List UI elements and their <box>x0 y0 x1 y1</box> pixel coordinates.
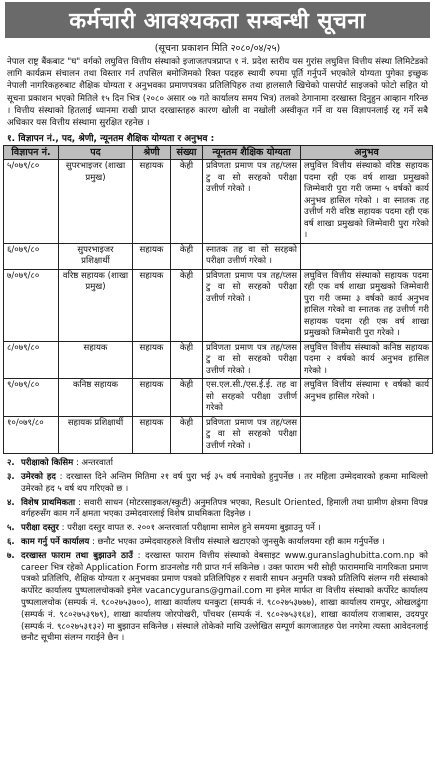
column-header-level: श्रेणी <box>133 146 171 160</box>
table-row <box>4 243 433 269</box>
column-header-count: संख्या <box>171 146 203 160</box>
adv-no-cell: १०/०७९/८० <box>4 416 59 454</box>
adv-no-cell: ८/०७९/८० <box>4 341 59 379</box>
vacancy-table <box>3 145 433 454</box>
experience-cell: लघुवित्त वित्तीय संस्थामा १ वर्षको कार्य अनुभव हासिल गरेको । <box>301 379 433 417</box>
section-title: १. विज्ञापन नं., पद, श्रेणी, न्यूनतम शैक्षिक योग्यता र अनुभव : <box>7 134 215 145</box>
rule-application-submission <box>7 551 428 645</box>
post-cell: वरिष्ठ सहायक (शाखा प्रमुख) <box>59 269 133 341</box>
qualification-cell: प्रविणता प्रमाण पत्र तह/प्लस टु वा सो सरहको परीक्षा उत्तीर्ण गरेको । <box>203 269 301 341</box>
adv-no-cell: ७/०७९/८० <box>4 269 59 341</box>
rule-label: परीक्षाको किसिम <box>21 458 74 469</box>
table-row <box>4 416 433 454</box>
rule-number: ३. <box>7 472 15 483</box>
notice-rules <box>7 458 428 645</box>
level-cell: सहायक <box>133 243 171 269</box>
qualification-cell: एस.एल.सी./एस.ई.ई. तह वा सो सरहको परीक्षा उत्तीर्ण गरेको <box>203 379 301 417</box>
experience-cell: लघुवित्त वित्तीय संस्थाको कनिष्ठ सहायक पदमा २ वर्षको कार्य अनुभव हासिल गरेको । <box>301 341 433 379</box>
notice-publish-date: (सूचना प्रकाशन मिति २०८०/०४/२५) <box>154 43 281 54</box>
experience-cell: लघुवित्त वित्तीय संस्थाको सहायक पदमा रही एक वर्ष शाखा प्रमुखको जिम्मेवारी पुरा गरी जम्मा ३ वर्षको कार्य अनुभव हासिल गरेको वा स्नातक तह उत्तीर्ण गरी सहायक पदमा रही एक वर्ष शाखा प्रमुखको जिम्मेवारी पुरा गरेको । <box>301 269 433 341</box>
experience-cell: लघुवित्त वित्तीय संस्थाको वरिष्ठ सहायक पदमा रही एक वर्ष शाखा प्रमुखको जिम्मेवारी पुरा गरी जम्मा ५ वर्षको कार्य अनुभव हासिल गरेको । वा स्नातक तह उत्तीर्ण गरी वरिष्ठ सहायक पदमा रही एक वर्ष शाखा प्रमुखको जिम्मेवारी पुरा गरेको । <box>301 160 433 244</box>
rule-exam-fee <box>7 523 428 535</box>
notice-title-banner: कर्मचारी आवश्यकता सम्बन्धी सूचना <box>5 2 430 38</box>
rule-label: परीक्षा दस्तुर <box>21 523 59 534</box>
count-cell: केही <box>171 243 203 269</box>
adv-no-cell: ६/०७९/८० <box>4 243 59 269</box>
count-cell: केही <box>171 160 203 244</box>
rule-text: : दरखास्त दिने अन्तिम मितिमा २१ वर्ष पुरा भई ३५ वर्ष ननाघेको हुनुपर्नेछ । तर महिला उम्मेदवारको हकमा माथिल्लो उमेरको हद ५ वर्ष थप गरिएको छ । <box>21 472 429 494</box>
level-cell: सहायक <box>133 160 171 244</box>
count-cell: केही <box>171 416 203 454</box>
experience-cell <box>301 243 433 269</box>
table-row <box>4 341 433 379</box>
adv-no-cell: ५/०७९/८० <box>4 160 59 244</box>
rule-number: ४. <box>7 497 15 508</box>
notice-page <box>0 2 435 770</box>
rule-label: उमेरको हद <box>21 472 56 483</box>
table-row <box>4 269 433 341</box>
count-cell: केही <box>171 341 203 379</box>
experience-cell <box>301 416 433 454</box>
rule-label: काम गर्नु पर्ने कार्यालय <box>21 537 90 547</box>
rule-number: २. <box>7 458 15 469</box>
rule-number: ५. <box>7 523 15 534</box>
rule-exam-type <box>7 458 428 470</box>
post-cell: सहायक प्रशिक्षार्थी <box>59 416 133 454</box>
rule-text: : अन्तरवार्ता <box>75 458 113 469</box>
column-header-post: पद <box>59 146 133 160</box>
adv-no-cell: ९/०७९/८० <box>4 379 59 417</box>
rule-number: ६. <box>7 537 15 547</box>
rule-text: : दरखास्त फाराम वित्तीय संस्थाको वेबसाइट www.guranslaghubitta.com.np को career भित्र रहेको Application Form डाउनलोड गरी प्राप्त गर्न सकिनेछ । उक्त फाराम भरी सोही फाराममाथि नागरिकता प्रमाण पत्रको प्रतिलिपि, शैक्षिक योग्यता र अनुभवका प्रमाण पत्रको प्रतिलिपिहरु र सवारी साधन अनुमति पत्रको प्रतिलिपि संलग्न गरी संस्थाको कर्पोरेट कार्यालय पुष्पलालचोकको इमेल vacancygurans@gmail.com मा इमेल मार्फत वा वित्तीय संस्थाको कर्पोरेट कार्यालय पुष्पलालचोक (सम्पर्क नं. ९८०२७५३७००), शाखा कार्यालय धनकुटा (सम्पर्क नं. ९८०२७५३७७७), शाखा कार्यालय रामपुर, ओखलढुंगा (सम्पर्क नं. ९८०२७५३९७९), शाखा कार्यालय जोरपोखरी, पाँचथर (सम्पर्क नं. ९८०२७५३१६४), शाखा कार्यालय राजाबास, उदयपुर (सम्पर्क नं. ९८०२७५३१३२) मा बुझाउन सकिनेछ । संस्थाले तोकेको माथि उल्लेखित सम्पूर्ण कागजातहरु पेश नगरेमा त्यस्ता आवेदनलाई छनौट सूचीमा संलग्न गराईने छैन । <box>21 550 428 644</box>
level-cell: सहायक <box>133 379 171 417</box>
table-header-row <box>4 146 433 160</box>
table-row <box>4 379 433 417</box>
intro-paragraph: नेपाल राष्ट्र बैंकबाट "घ" वर्गको लघुवित्त वित्तीय संस्थाको इजाजतपत्रप्राप्त १ नं. प्रदेश स्तरीय यस गुरांस लघुवित्त वित्तीय संस्था लिमिटेडको लागि कार्यक्रम संचालन तथा विस्तार गर्न तपसिल बमोजिमको रिक्त पदहरु स्थायी रुपमा पूर्ति गर्नुपर्ने भएकोले योग्यता पुगेका इच्छुक नेपाली नागरिकहरुबाट शैक्षिक योग्यता र अनुभवका प्रमाणपत्रका प्रतिलिपिहरु तथा हालसालै खिचेको पासपोर्ट साइजको फोटो सहित यो सूचना प्रकाशन भएको मितिले १५ दिन भित्र (२०८० असार ०७ गते कार्यालय समय भित्र) तलको ठेगानामा दरखास्त दिनुहुन आव्हान गरिन्छ । वित्तीय संस्थाको हितलाई ध्यानमा राखी प्राप्त दरखास्तहरु कारण खोली वा नखोली अस्वीकृत गर्ने वा यस विज्ञापनलाई रद्द गर्ने सबै अधिकार यस वित्तीय संस्थामा सुरक्षित रहनेछ । <box>7 57 428 129</box>
count-cell: केही <box>171 269 203 341</box>
rule-priority <box>7 498 428 522</box>
post-cell: सहायक <box>59 341 133 379</box>
rule-text: : छनौट भएका उम्मेदवारहरुले वित्तीय संस्थाले खटाएको जुनसुकै कार्यालयमा रही काम गर्नुपर्नेछ । <box>92 537 385 547</box>
column-header-adv-no: विज्ञापन नं. <box>4 146 59 160</box>
rule-label: विशेष प्राथमिकता <box>21 497 76 508</box>
rule-number: ७. <box>7 550 15 561</box>
column-header-qualification: न्यूनतम शैक्षिक योग्यता <box>203 146 301 160</box>
rule-text: : परीक्षा दस्तुर वापत रु. २००१ अन्तरवार्ता परीक्षामा सामेल हुने समयमा बुझाउनु पर्ने । <box>61 523 321 534</box>
post-cell: कनिष्ठ सहायक <box>59 379 133 417</box>
qualification-cell: प्रविणता प्रमाण पत्र तह/प्लस टु वा सो सरहको परीक्षा उत्तीर्ण गरेको । <box>203 416 301 454</box>
level-cell: सहायक <box>133 341 171 379</box>
qualification-cell: प्रविणता प्रमाण पत्र तह/प्लस टु वा सो सरहको परीक्षा उत्तीर्ण गरेको । <box>203 160 301 244</box>
qualification-cell: स्नातक तह वा सो सरहको परीक्षा उत्तीर्ण गरेको । <box>203 243 301 269</box>
level-cell: सहायक <box>133 416 171 454</box>
column-header-experience: अनुभव <box>301 146 433 160</box>
table-row <box>4 160 433 244</box>
rule-text: : सवारी साधन (मोटरसाइकल/स्कुटी) अनुमतिपत्र भएका, Result Oriented, हिमाली तथा ग्रामीण क्षेत्रमा विपन्न वर्गहरुसँग काम गर्ने क्षमता भएका उम्मेदवारलाई विशेष प्राथमिकता दिइनेछ । <box>21 497 428 520</box>
qualification-cell: प्रविणता प्रमाण पत्र तह/प्लस टु वा सो सरहको परीक्षा उत्तीर्ण गरेको । <box>203 341 301 379</box>
post-cell: सुपरभाइजर प्रशिक्षार्थी <box>59 243 133 269</box>
count-cell: केही <box>171 379 203 417</box>
level-cell: सहायक <box>133 269 171 341</box>
rule-work-office <box>7 537 428 549</box>
rule-label: दरखास्त फाराम तथा बुझाउने ठाउँ <box>21 550 133 561</box>
post-cell: सुपरभाइजर (शाखा प्रमुख) <box>59 160 133 244</box>
rule-age-limit <box>7 472 428 496</box>
